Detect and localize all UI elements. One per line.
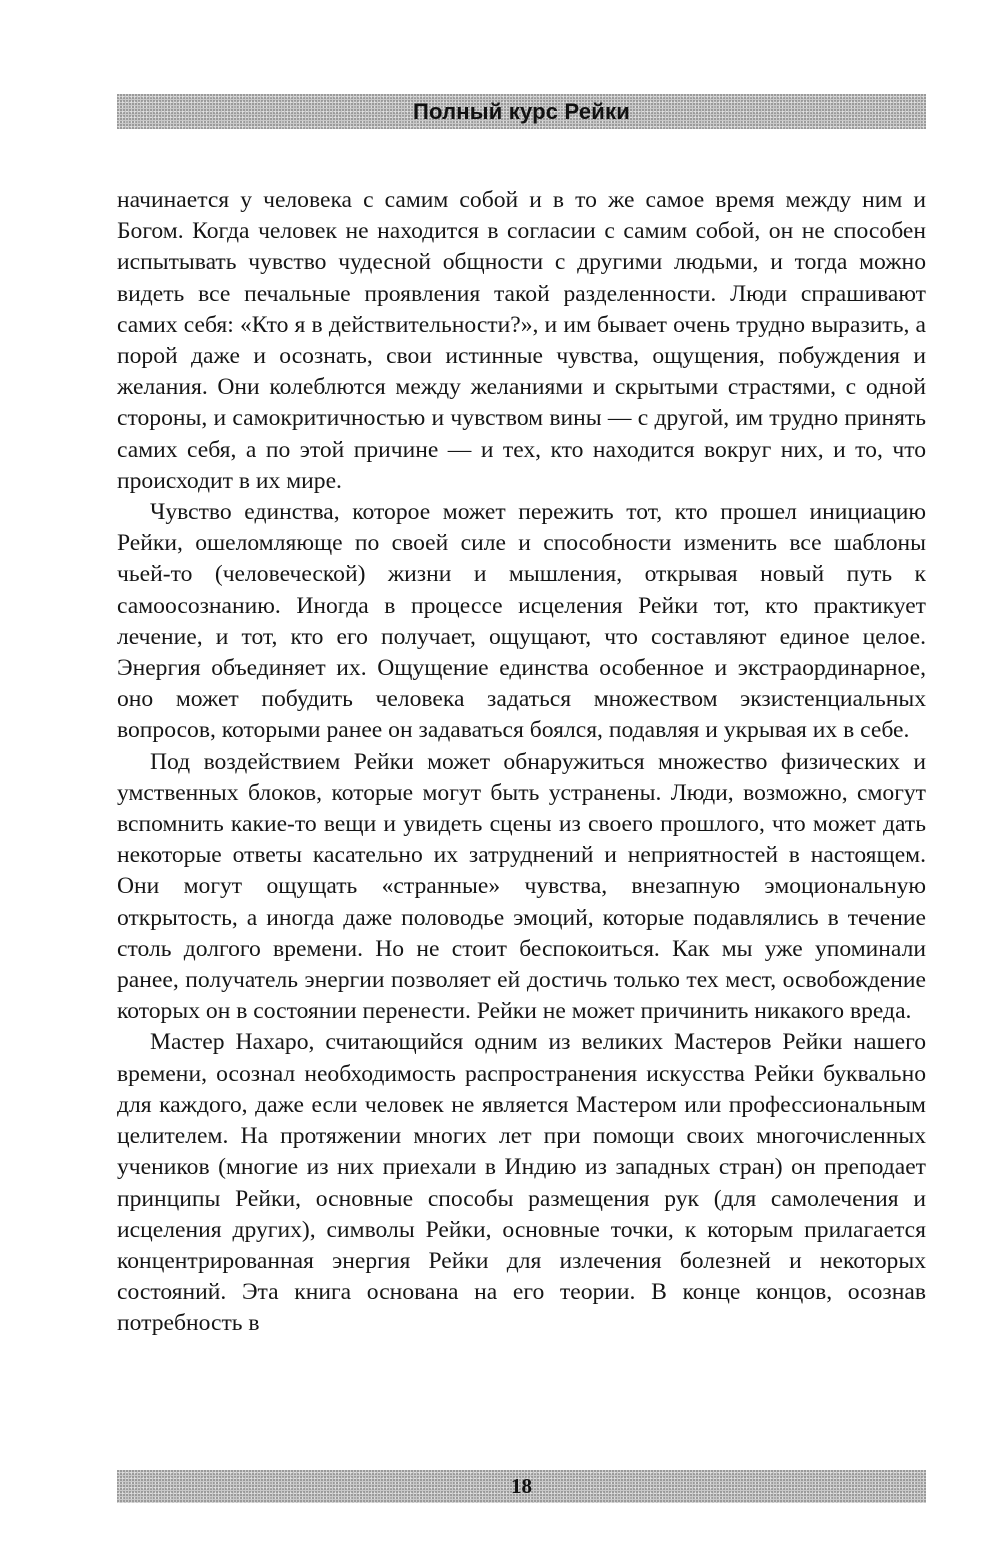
paragraph-3: Под воздействием Рейки может обнаружиться множество физических и умственных блоков, которые могут быть устранены. Люди, возможно, смогут вспомнить какие-то вещи и увидеть сцены из своего прошлого, что может дать некоторые ответы касательно их затруднений и неприятностей в настоящем. Они могут ощущать «странные» чувства, внезапную эмоциональную открытость, а иногда даже половодье эмоций, которые подавлялись в течение столь долгого времени. Но не стоит беспокоиться. Как мы уже упоминали ранее, получатель энергии позволяет ей достичь только тех мест, освобождение которых он в состоянии перенести. Рейки не может причинить никакого вреда. [117,748,926,1025]
running-header-title: Полный курс Рейки [413,99,630,124]
page-body [117,185,926,1340]
paragraph-2: Чувство единства, которое может пережить тот, кто прошел инициацию Рейки, ошеломляюще по своей силе и способности изменить все шаблоны чьей-то (человеческой) жизни и мышления, открывая новый путь к самоосознанию. Иногда в процессе исцеления Рейки тот, кто практикует лечение, и тот, кто его получает, ощущают, что составляют единое целое. Энергия объединяет их. Ощущение единства особенное и экстраординарное, оно может побудить человека задаться множеством экзистенциальных вопросов, которыми ранее он задаваться боялся, подавляя и укрывая их в себе. [117,499,926,744]
paragraph-1: начинается у человека с самим собой и в то же самое время между ним и Богом. Когда человек не находится в согласии с самим собой, он не способен испытывать чувство чудесной общности с другими людьми, и тогда можно видеть все печальные проявления такой разделенности. Люди спрашивают самих себя: «Кто я в действительности?», и им бывает очень трудно выразить, а порой даже и осознать, свои истинные чувства, ощущения, побуждения и желания. Они колеблются между желаниями и скрытыми страстями, с одной стороны, и самокритичностью и чувством вины — с другой, им трудно принять самих себя, а по этой причине — и тех, кто находится вокруг них, и то, что происходит в их мире. [117,187,926,494]
running-footer [117,1470,926,1503]
running-header [117,94,926,129]
page-number: 18 [511,1474,532,1498]
paragraph-4: Мастер Нахаро, считающийся одним из великих Мастеров Рейки нашего времени, осознал необходимость распространения искусства Рейки буквально для каждого, даже если человек не является Мастером или профессиональным целителем. На протяжении многих лет при помощи своих многочисленных учеников (многие из них приехали в Индию из западных стран) он преподает принципы Рейки, основные способы размещения рук (для самолечения и исцеления других), символы Рейки, основные точки, к которым прилагается концентрированная энергия Рейки для излечения болезней и некоторых состояний. Эта книга основана на его теории. В конце концов, осознав потребность в [117,1029,926,1337]
